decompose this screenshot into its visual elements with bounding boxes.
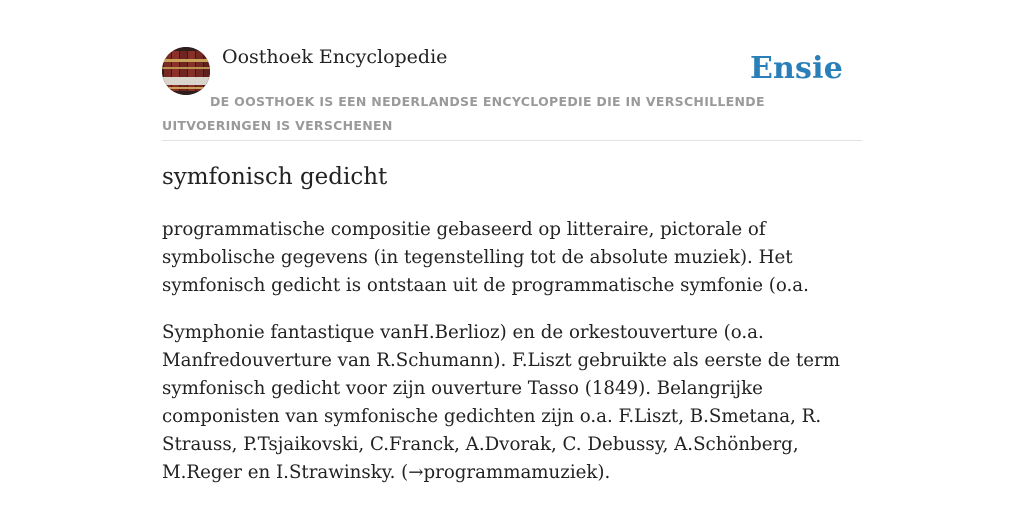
page xyxy=(162,0,862,483)
article-paragraph: programmatische compositie gebaseerd op litteraire, pictorale of symbolische gegevens (in tegenstelling tot de absolute muziek). Het symfonisch gedicht is ontstaan uit de programmatische symfonie (o.a. xyxy=(162,219,809,296)
avatar[interactable] xyxy=(162,47,210,95)
article-body xyxy=(162,216,862,506)
brand-logo[interactable]: Ensie xyxy=(749,51,843,86)
site-tagline: DE OOSTHOEK IS EEN NEDERLANDSE ENCYCLOPEDIE DIE IN VERSCHILLENDE UITVOERINGEN IS VERSCHENEN xyxy=(162,94,765,133)
article-paragraph: Symphonie fantastique vanH.Berlioz) en de orkestouverture (o.a. Manfredouverture van R.Schumann). F.Liszt gebruikte als eerste de term symfonisch gedicht voor zijn ouverture Tasso (1849). Belangrijke componisten van symfonische gedichten zijn o.a. F.Liszt, B.Smetana, R. Strauss, P.Tsjaikovski, C.Franck, A.Dvorak, C. Debussy, A.Schönberg, M.Reger en I.Strawinsky. (→programmamuziek). xyxy=(162,322,840,483)
books-icon xyxy=(162,47,210,95)
site-header xyxy=(162,0,862,141)
site-name[interactable]: Oosthoek Encyclopedie xyxy=(222,46,448,68)
article-title: symfonisch gedicht xyxy=(162,164,388,190)
